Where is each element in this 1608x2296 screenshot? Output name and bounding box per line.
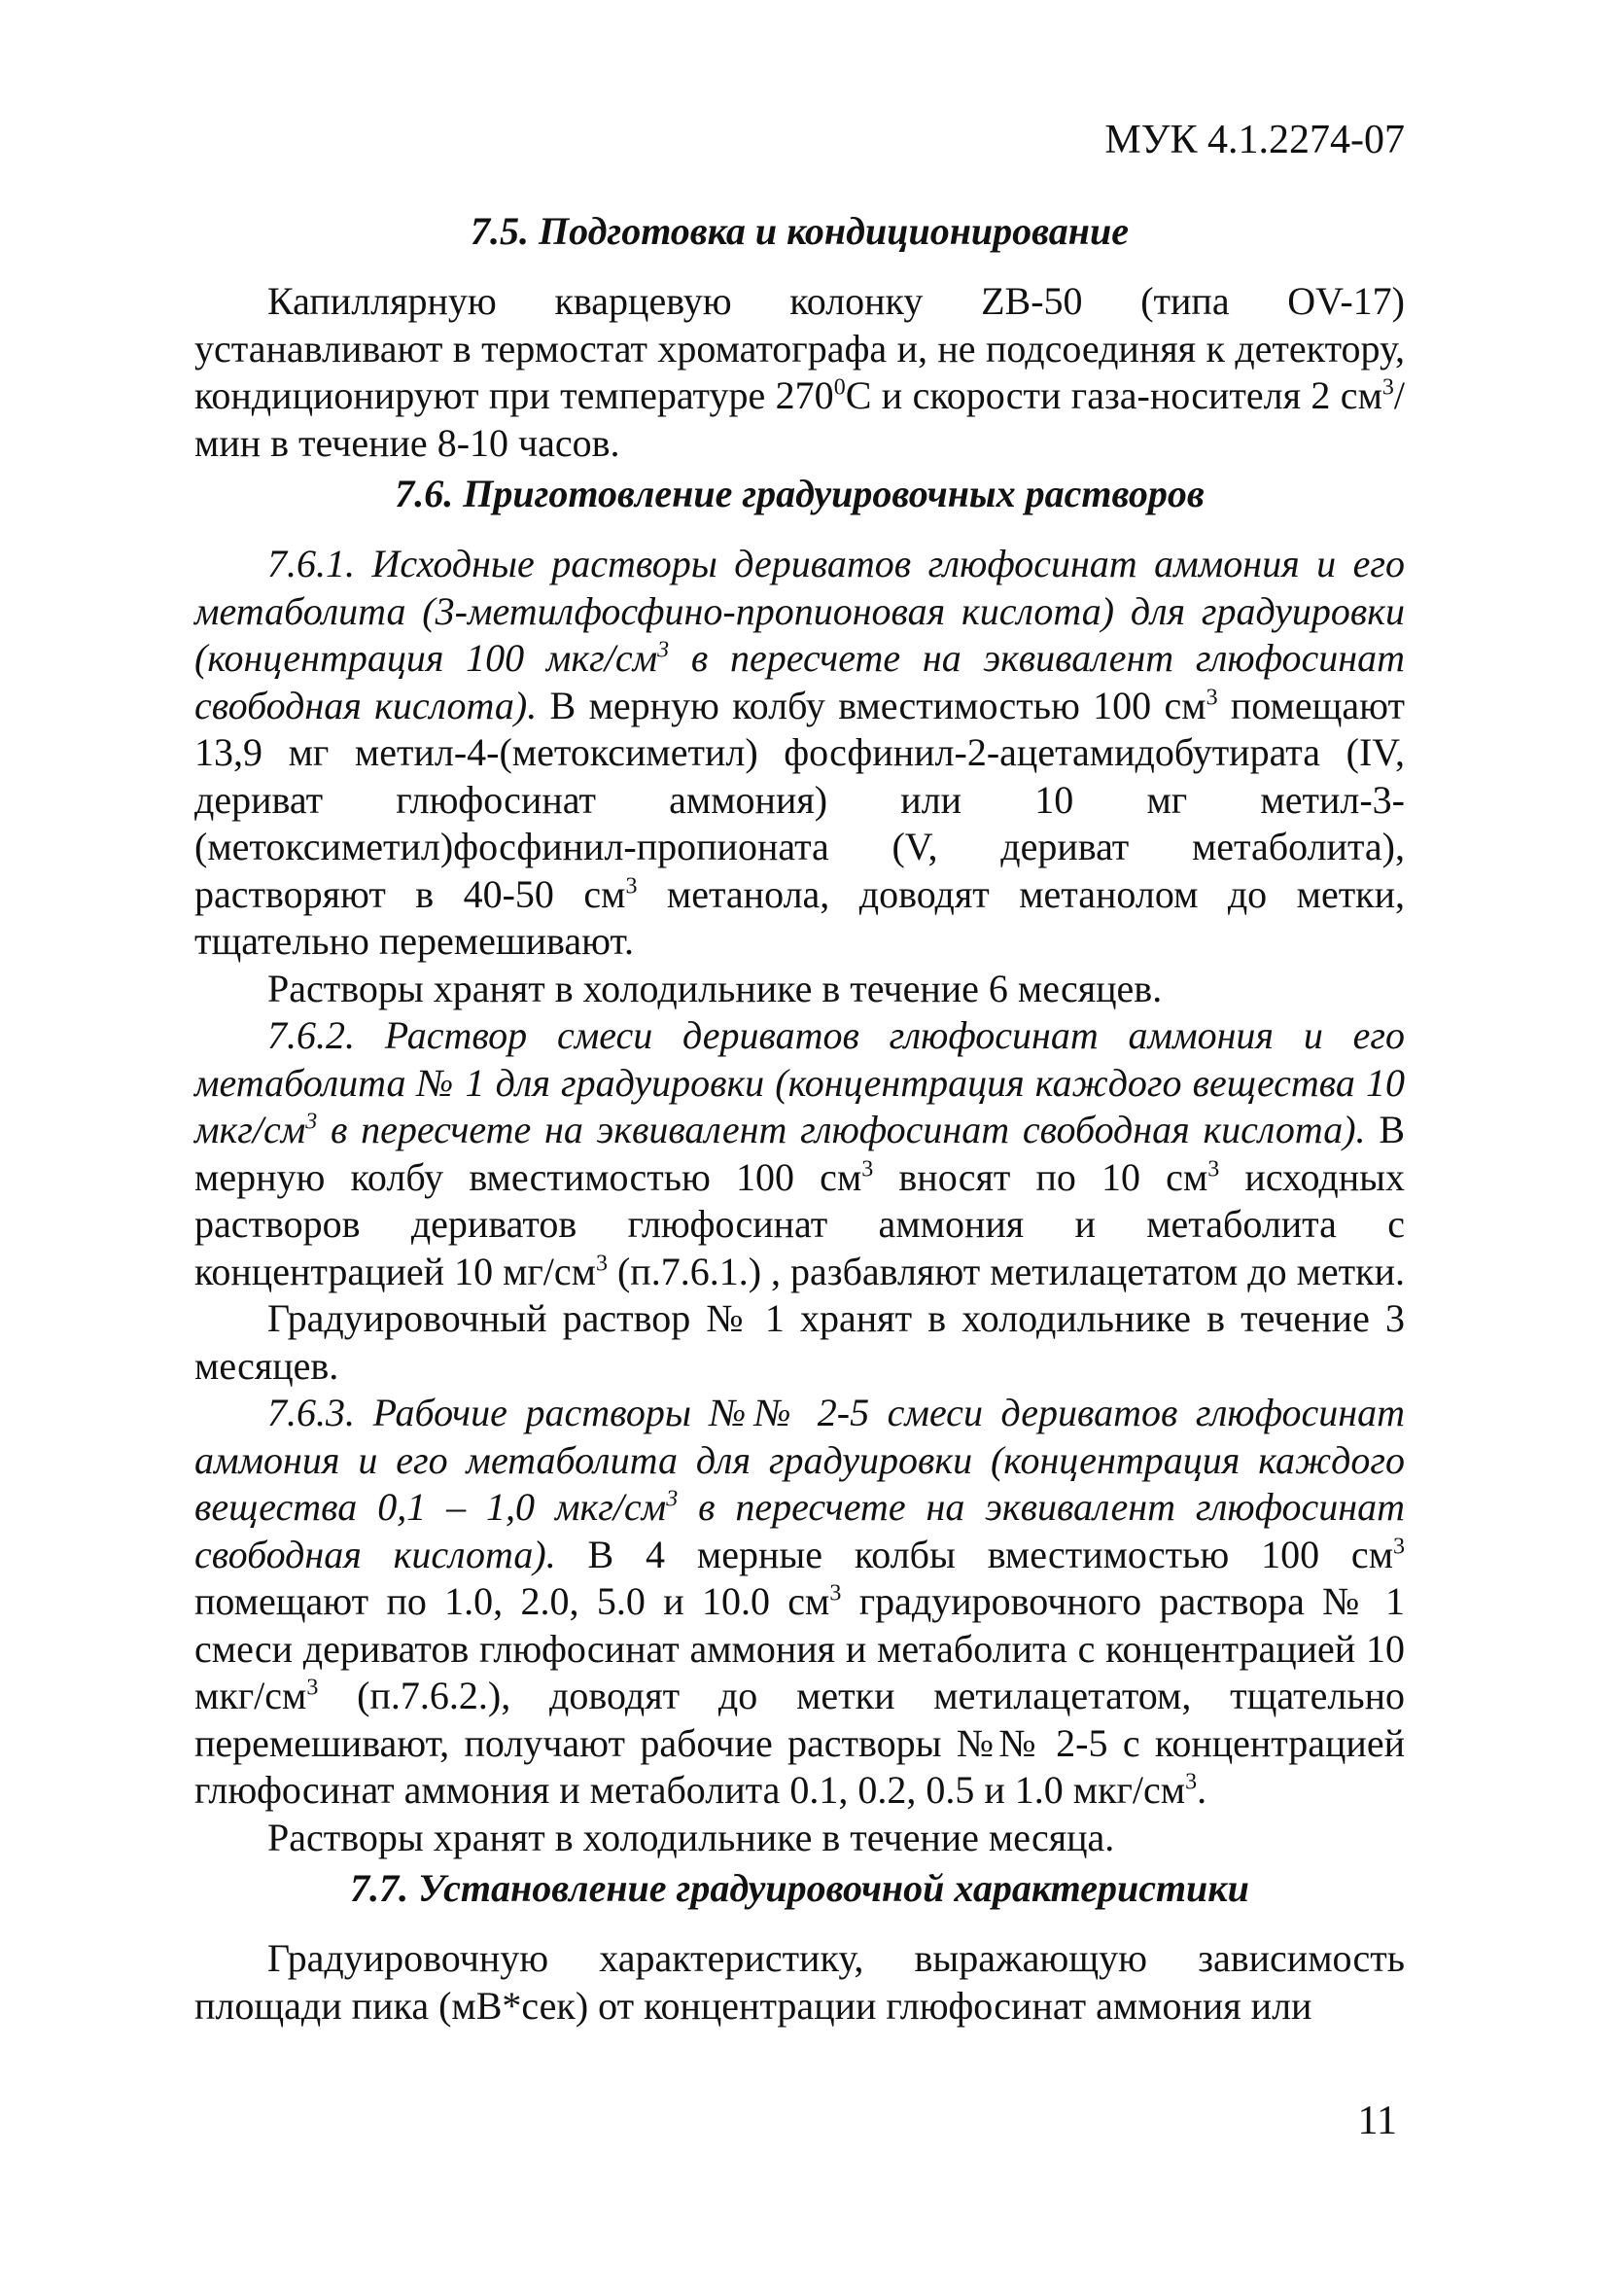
document-code: МУК 4.1.2274-07 (1104, 118, 1405, 162)
paragraph-column-conditioning: Капиллярную кварцевую колонку ZB-50 (типа OV-17) устанавливают в термостат хроматографа и, не подсоединяя к детектору, кондиционируют при температуре $270^0С$ и скорости газа-носителя 2 $см^3$/мин в течение 8-10 часов. (194, 279, 1405, 465)
paragraph-storage-3-months: Градуировочный раствор № 1 хранят в холодильнике в течение 3 месяцев. (194, 1296, 1405, 1388)
paragraph-lead: 7.6.2. Раствор смеси дериватов глюфосинат аммония и его метаболита № 1 для градуировки (концентрация каждого вещества 10 мкг/$см^3$ в пересчете на эквивалент глюфосинат свободная кислота). (194, 1013, 1405, 1151)
section-heading-7-6: 7.6. Приготовление градуировочных растворов (395, 472, 1205, 515)
paragraph-lead: 7.6.1. Исходные растворы дериватов глюфосинат аммония и его метаболита (3-метилфосфино-пропионовая кислота) для градуировки (концентрация 100 мкг/$см^3$ в пересчете на эквивалент глюфосинат свободная кислота). (194, 542, 1405, 727)
section-heading-7-7: 7.7. Установление градуировочной характеристики (350, 1866, 1249, 1910)
document-page (194, 0, 1405, 2296)
paragraph-storage-6-months: Растворы хранят в холодильнике в течение 6 месяцев. (267, 966, 1163, 1010)
section-heading-7-5: 7.5. Подготовка и кондиционирование (471, 209, 1129, 253)
paragraph-7-6-2: 7.6.2. Раствор смеси дериватов глюфосинат аммония и его метаболита № 1 для градуировки (концентрация каждого вещества 10 мкг/$см^3$ в пересчете на эквивалент глюфосинат свободная кислота). В мерную колбу вместимостью 100 $см^3$ вносят по 10 $см^3$ исходных растворов дериватов глюфосинат аммония и метаболита с концентрацией 10 $мг/см^3$ (п.7.6.1.) , разбавляют метилацетатом до метки. (194, 1013, 1406, 1293)
paragraph-calibration-characteristic: Градуировочную характеристику, выражающую зависимость площади пика (мВ*сек) от концентрации глюфосинат аммония или (194, 1936, 1405, 2028)
page-number: 11 (1357, 2099, 1397, 2143)
paragraph-7-6-1: 7.6.1. Исходные растворы дериватов глюфосинат аммония и его метаболита (3-метилфосфино-пропионовая кислота) для градуировки (концентрация 100 мкг/$см^3$ в пересчете на эквивалент глюфосинат свободная кислота). В мерную колбу вместимостью 100 $см^3$ помещают 13,9 мг метил-4-(метоксиметил) фосфинил-2-ацетамидобутирата (IV, дериват глюфосинат аммония) или 10 мг метил-3-(метоксиметил)фосфинил-пропионата (V, дериват метаболита), растворяют в 40-50 $см^3$ метанола, доводят метанолом до метки, тщательно перемешивают. (194, 542, 1406, 963)
paragraph-storage-month: Растворы хранят в холодильнике в течение месяца. (267, 1815, 1115, 1859)
paragraph-7-6-3: 7.6.3. Рабочие растворы №№ 2-5 смеси дериватов глюфосинат аммония и его метаболита для градуировки (концентрация каждого вещества 0,1 – 1,0 мкг/$см^3$ в пересчете на эквивалент глюфосинат свободная кислота). В 4 мерные колбы вместимостью 100 $см^3$ помещают по 1.0, 2.0, 5.0 и 10.0 $см^3$ градуировочного раствора № 1 смеси дериватов глюфосинат аммония и метаболита с концентрацией 10 мкг/$см^3$ (п.7.6.2.), доводят до метки метилацетатом, тщательно перемешивают, получают рабочие растворы №№ 2-5 с концентрацией глюфосинат аммония и метаболита 0.1, 0.2, 0.5 и 1.0 мкг/$см^3$. (194, 1391, 1406, 1812)
paragraph-lead: 7.6.3. Рабочие растворы №№ 2-5 смеси дериватов глюфосинат аммония и его метаболита для градуировки (концентрация каждого вещества 0,1 – 1,0 мкг/$см^3$ в пересчете на эквивалент глюфосинат свободная кислота). (194, 1391, 1405, 1576)
document-body (194, 204, 1405, 2030)
